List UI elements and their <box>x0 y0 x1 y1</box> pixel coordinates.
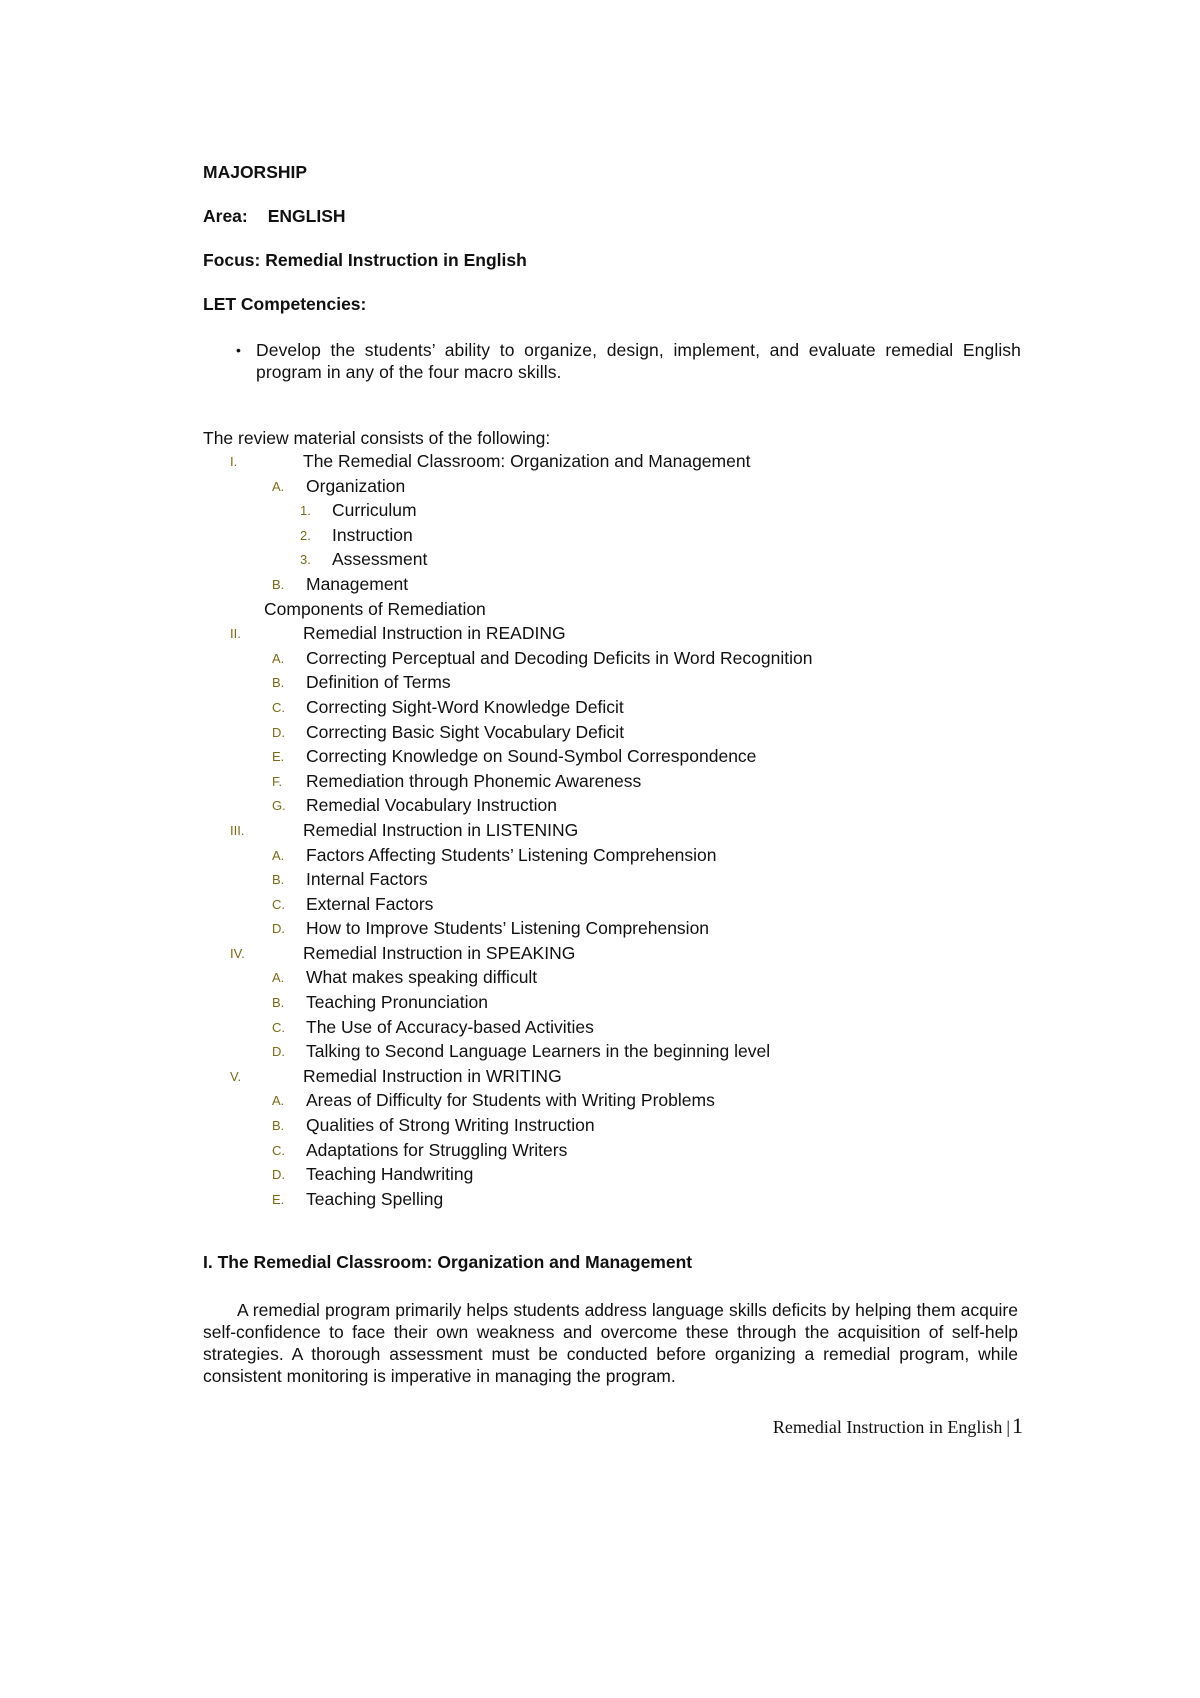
toc-marker: III. <box>230 822 245 838</box>
toc-marker: G. <box>272 798 286 814</box>
toc-marker: D. <box>272 1167 285 1183</box>
toc-line <box>0 845 1200 870</box>
competency-item <box>236 339 1021 383</box>
toc-marker: C. <box>272 699 285 715</box>
bullet-icon: • <box>236 342 242 358</box>
toc-marker: D. <box>272 724 285 740</box>
toc-marker: B. <box>272 1118 285 1134</box>
toc-marker: D. <box>272 1044 285 1060</box>
toc-line-text: Talking to Second Language Learners in the beginning level <box>306 1041 771 1062</box>
area-line <box>203 206 346 227</box>
toc-line-text: Correcting Sight-Word Knowledge Deficit <box>306 696 624 717</box>
toc-line-text: Remedial Instruction in WRITING <box>303 1065 562 1086</box>
toc-marker: IV. <box>230 945 245 961</box>
toc-line <box>0 820 1200 845</box>
competencies-title: LET Competencies: <box>203 294 367 314</box>
toc-line <box>0 1140 1200 1165</box>
toc-line-text: What makes speaking difficult <box>306 967 538 988</box>
toc-line <box>0 500 1200 525</box>
toc-marker: C. <box>272 1142 285 1158</box>
competency-text: Develop the students’ ability to organize, design, implement, and evaluate remedial English program in any of the four macro skills. <box>256 340 1021 382</box>
toc-marker: C. <box>272 896 285 912</box>
toc-line-text: Remediation through Phonemic Awareness <box>306 770 642 791</box>
toc-line <box>0 549 1200 574</box>
toc-line-text: The Remedial Classroom: Organization and Management <box>303 451 751 471</box>
toc-line-text: Correcting Perceptual and Decoding Deficits in Word Recognition <box>306 647 813 668</box>
toc-line <box>0 746 1200 771</box>
toc-line <box>0 476 1200 501</box>
toc-line <box>0 574 1200 599</box>
table-of-contents <box>0 451 1200 1213</box>
toc-line <box>0 918 1200 943</box>
toc-marker: B. <box>272 872 285 888</box>
toc-line-text: Correcting Knowledge on Sound-Symbol Correspondence <box>306 746 757 767</box>
toc-line-text: Remedial Instruction in READING <box>303 623 566 644</box>
toc-line <box>0 943 1200 968</box>
toc-line <box>0 1041 1200 1066</box>
toc-marker: 3. <box>300 552 311 568</box>
toc-line-text: Teaching Spelling <box>306 1188 444 1209</box>
toc-line <box>0 1164 1200 1189</box>
toc-line <box>0 623 1200 648</box>
page-number: 1 <box>1012 1413 1023 1438</box>
toc-line <box>0 1115 1200 1140</box>
toc-line-text: Adaptations for Struggling Writers <box>306 1139 568 1160</box>
toc-line-text: Components of Remediation <box>264 598 486 619</box>
toc-marker: A. <box>272 478 285 494</box>
toc-line <box>0 697 1200 722</box>
footer-separator: | <box>1006 1417 1010 1437</box>
toc-line <box>0 771 1200 796</box>
page-footer <box>700 1413 1023 1439</box>
toc-line-text: Assessment <box>332 549 428 570</box>
toc-marker: II. <box>230 626 241 642</box>
area-value: ENGLISH <box>267 206 346 226</box>
toc-line <box>0 672 1200 697</box>
focus-line: Focus: Remedial Instruction in English <box>203 250 527 270</box>
toc-marker: A. <box>272 650 285 666</box>
toc-line-text: Management <box>306 573 409 594</box>
toc-marker: D. <box>272 921 285 937</box>
toc-line-text: The Use of Accuracy-based Activities <box>306 1016 594 1037</box>
toc-intro: The review material consists of the following: <box>203 428 551 448</box>
toc-line-text: Organization <box>306 475 406 496</box>
toc-line <box>0 1090 1200 1115</box>
toc-line <box>0 967 1200 992</box>
toc-marker: B. <box>272 995 285 1011</box>
toc-marker: 1. <box>300 503 311 519</box>
toc-marker: I. <box>230 454 238 469</box>
toc-line-text: Internal Factors <box>306 869 428 890</box>
toc-line-text: Remedial Instruction in LISTENING <box>303 819 579 840</box>
toc-line <box>0 1017 1200 1042</box>
toc-marker: F. <box>272 773 283 789</box>
toc-line-text: Areas of Difficulty for Students with Writing Problems <box>306 1090 715 1111</box>
toc-marker: E. <box>272 1191 285 1207</box>
toc-line <box>0 869 1200 894</box>
toc-marker: B. <box>272 576 285 592</box>
toc-marker: C. <box>272 1019 285 1035</box>
toc-marker: V. <box>230 1068 242 1084</box>
toc-line-text: Qualities of Strong Writing Instruction <box>306 1115 595 1136</box>
toc-marker: E. <box>272 749 285 765</box>
toc-line-text: Remedial Vocabulary Instruction <box>306 795 557 816</box>
toc-line <box>0 648 1200 673</box>
section-paragraph: A remedial program primarily helps students address language skills deficits by helping them acquire self-confidence to face their own weakness and overcome these through the acquisition of self-help strategies. A thorough assessment must be conducted before organizing a remedial program, while consistent monitoring is imperative in managing the program. <box>203 1300 1018 1386</box>
toc-line <box>0 1189 1200 1214</box>
majorship-title: MAJORSHIP <box>203 162 308 182</box>
toc-marker: A. <box>272 847 285 863</box>
toc-line-text: Remedial Instruction in SPEAKING <box>303 942 576 963</box>
toc-line-text: Curriculum <box>332 500 417 521</box>
toc-line-text: Teaching Pronunciation <box>306 992 488 1013</box>
toc-marker: A. <box>272 970 285 986</box>
area-label: Area: <box>203 206 248 226</box>
section-heading: I. The Remedial Classroom: Organization and Management <box>203 1252 693 1272</box>
toc-line-text: How to Improve Students’ Listening Comprehension <box>306 918 710 939</box>
toc-marker: B. <box>272 675 285 691</box>
toc-line <box>0 722 1200 747</box>
toc-line <box>0 1066 1200 1091</box>
toc-line-text: Teaching Handwriting <box>306 1164 474 1185</box>
toc-line <box>0 795 1200 820</box>
toc-marker: 2. <box>300 527 311 543</box>
competencies-list <box>236 339 1021 383</box>
toc-line <box>0 525 1200 550</box>
toc-line <box>0 992 1200 1017</box>
toc-marker: A. <box>272 1093 285 1109</box>
toc-line-text: Factors Affecting Students’ Listening Comprehension <box>306 844 717 865</box>
footer-title: Remedial Instruction in English <box>772 1417 1003 1437</box>
toc-line-text: Definition of Terms <box>306 672 451 693</box>
toc-line <box>0 599 1200 624</box>
toc-line-text: Instruction <box>332 524 413 545</box>
toc-line-text: Correcting Basic Sight Vocabulary Deficit <box>306 721 625 742</box>
toc-line <box>0 894 1200 919</box>
toc-line <box>0 451 1200 476</box>
toc-line-text: External Factors <box>306 893 434 914</box>
